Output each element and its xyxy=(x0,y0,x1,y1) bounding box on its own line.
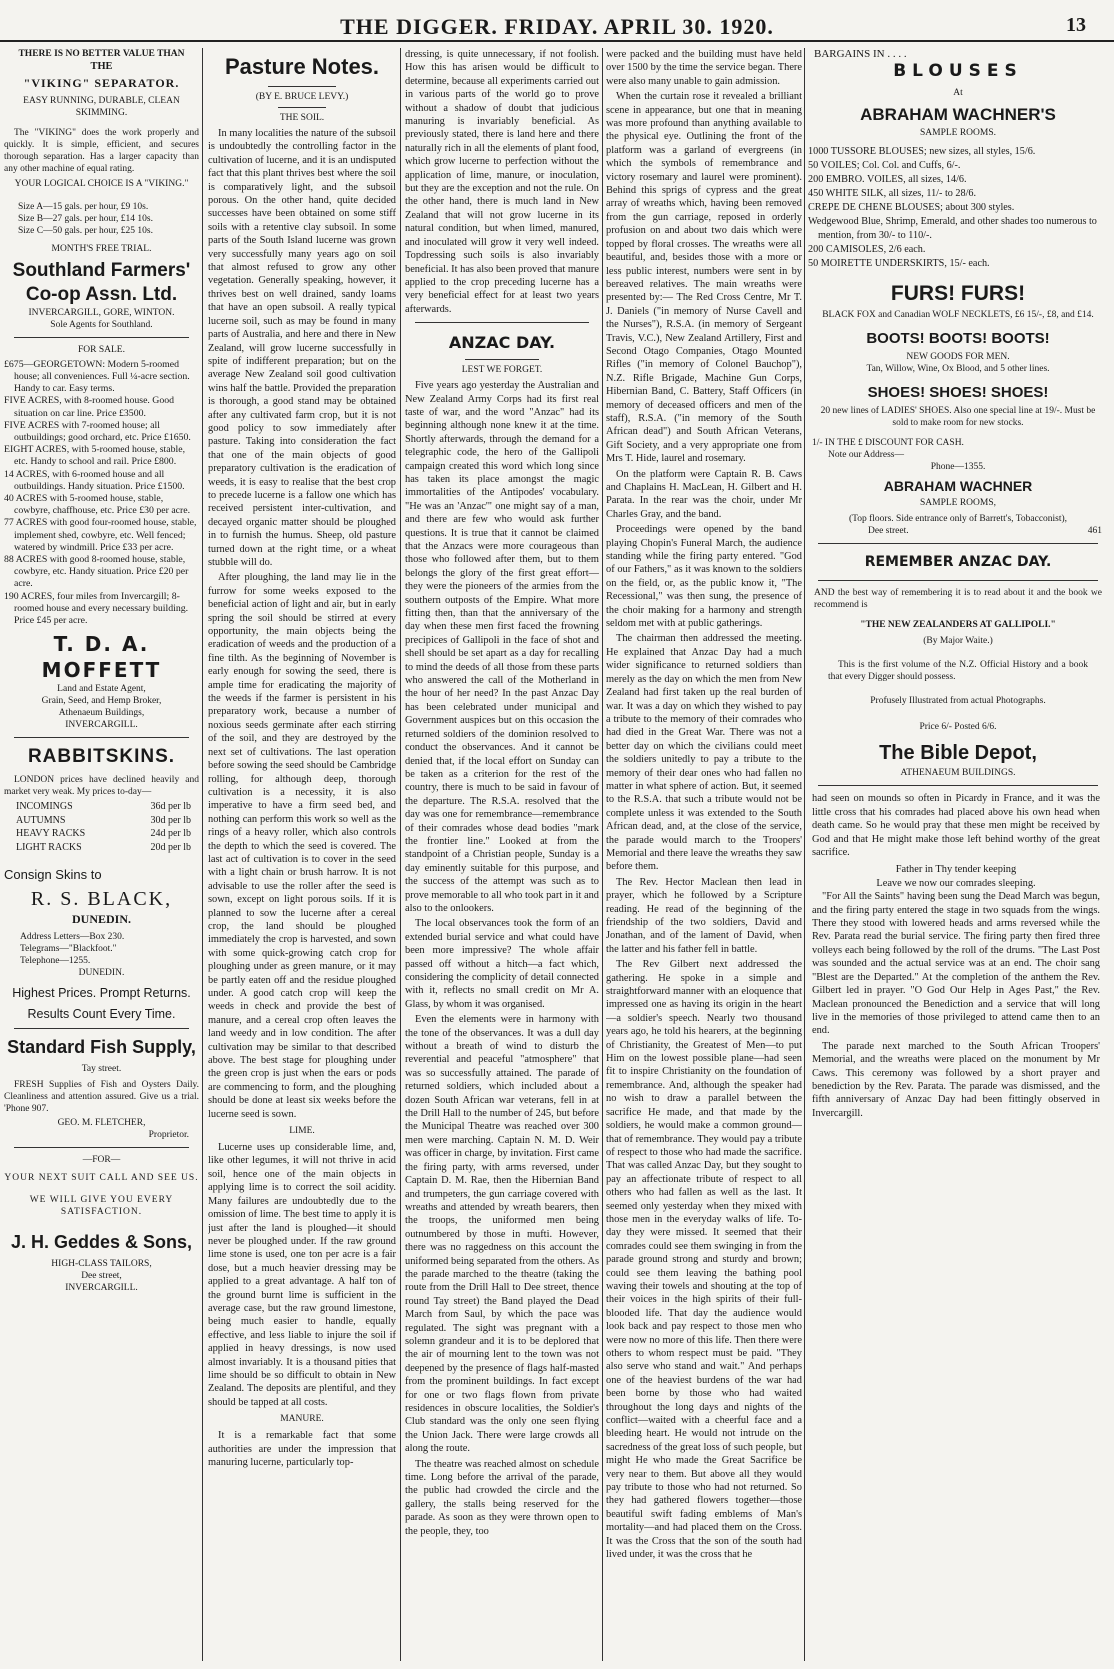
boots-heading: BOOTS! BOOTS! BOOTS! xyxy=(866,330,1050,348)
column-rule xyxy=(602,48,603,1661)
for-sale-heading: FOR SALE. xyxy=(78,344,125,355)
column-rule xyxy=(400,48,401,1661)
anzac-paragraph: The local observances took the form of an extended burial service and what could have been more impressive? The whole affair passed off without a hitch—a fact which, considering the complicity of detail connected with it, reflects no small credit on Mr A. Glass, by whom it was organised. xyxy=(405,918,599,1010)
viking-choice: YOUR LOGICAL CHOICE IS A "VIKING." xyxy=(14,178,189,189)
viking-heading: "VIKING" SEPARATOR. xyxy=(23,76,180,91)
wachner-street: Dee street. xyxy=(868,526,909,537)
southland-farmers-heading: Southland Farmers' Co-op Assn. Ltd. xyxy=(12,259,191,305)
black-slogan: Highest Prices. Prompt Returns. xyxy=(12,985,191,1000)
list-item: 200 EMBRO. VOILES, all sizes, 14/6. xyxy=(808,174,967,186)
list-item: 88 ACRES with good 8-roomed house, stable, cowbyre, etc. Handy situation. Price £20 per acre. xyxy=(4,554,189,590)
anzac-continuation xyxy=(808,792,1108,1120)
book-author: (By Major Waite.) xyxy=(923,636,993,647)
pasture-notes-title: Pasture Notes. xyxy=(224,54,380,79)
list-item: £675—GEORGETOWN: Modern 5-roomed house; all conveniences. Full ¼-acre section. Handy to car. Easy terms. xyxy=(4,358,190,395)
column-rule xyxy=(202,48,203,1661)
list-item: 50 MOIRETTE UNDERSKIRTS, 15/- each. xyxy=(808,258,990,270)
furs-text: BLACK FOX and Canadian WOLF NECKLETS, £6 15/-, £8, and £14. xyxy=(822,310,1094,321)
viking-size: Size A—15 gals. per hour, £9 10s. xyxy=(18,201,149,212)
bible-depot-building: ATHENAEUM BUILDINGS. xyxy=(900,768,1016,779)
pasture-paragraph: After ploughing, the land may lie in the furrow for some weeks exposed to the beneficial action of light and air, but in early spring the soil should be stirred at every opportunity, the main objects being the eradication of weeds and the production of a fine tilth. As the beginning of November is early enough for sowing the seed, there is ample time for eradicating the majority of the weeds if the farmer is persistent in his preparatory work, because a number of noxious seeds germinate after each stirring of the soil, and they are destroyed by the next set of cultivations. The last operation before sowing the seed should be Cambridge rolling, for although deep, thorough cultivation is a necessity, it is also imperative to have a firm seed bed, and nothing can perform this work so well as the rings of a heavy roller, which also controls the depth to which the seed is covered. The last act of cultivation is to cover in the seed with a light chain or brush harrow. It is not advisable to use the roller after the seed is sown, except on light porous soils. If it is planned to sow the lucerne after a cereal crop, the land should be ploughed immediately the crop is harvested, and sown with some quick-growing catch crop for ploughing under as green manure, or it may be partly eaten off and the residue ploughed under. A good catch crop will keep the weeds in check and provide the best of manure, and a cereal crop often leaves the land weedy and in low condition. The after cultivation may be similar to that described above. The best stage for ploughing under the green crop is just when the ears or pods are commencing to form, and the ploughing should be done at least six weeks before the lucerne seed is sown. xyxy=(208,572,396,1120)
black-city: DUNEDIN. xyxy=(78,967,125,978)
list-item: 50 VOILES; Col. Col. and Cuffs, 6/-. xyxy=(808,160,961,172)
pasture-paragraph: It is a remarkable fact that some authorities are under the impression that manuring lucerne, particularly top- xyxy=(208,1430,396,1468)
shoes-heading: SHOES! SHOES! SHOES! xyxy=(867,384,1049,402)
price-row: INCOMINGS 36d per lb xyxy=(16,801,191,813)
address-line: Telephone—1255. xyxy=(20,955,91,966)
column-2 xyxy=(208,48,396,1661)
book-illustrations: Profusely Illustrated from actual Photographs. xyxy=(870,696,1046,707)
moffett-line: Athenaeum Buildings, xyxy=(58,708,145,719)
book-title: "THE NEW ZEALANDERS AT GALLIPOLI." xyxy=(860,620,1056,631)
rabbitskins-body: LONDON prices have declined heavily and market very weak. My prices to-day— xyxy=(4,775,199,798)
tailors-line: WE WILL GIVE YOU EVERY SATISFACTION. xyxy=(29,1194,174,1217)
viking-body: The "VIKING" does the work properly and quickly. It is simple, efficient, and secures thorough separation. Has a larger capacity than any other machine of equal rating. xyxy=(4,127,199,174)
tailors-street: Dee street, xyxy=(81,1270,122,1281)
fish-heading: Standard Fish Supply, xyxy=(7,1036,196,1057)
advert-ref: 461 xyxy=(1087,526,1102,537)
pasture-paragraph: In many localities the nature of the subsoil is undoubtedly the controlling factor in the cultivation of lucerne, and it is an undisputed fact that this plant thrives best where the soil is comparatively light, and the subsoil porous. On the other hand, quite decided successes have been obtained on some stiff soils with a retentive clay subsoil. In some parts of the South Island lucerne was grown very successfully many years ago on soil that almost refused to grow any other vegetation. Generally speaking, however, it thrives best on well drained, sandy loams that have an open subsoil. A really typical lucerne soil, such as may be found in many parts of Australia, and here and there in New Zealand, will grow lucerne successfully in spite of indifferent preparation; but on the average New Zealand soil good cultivation wins half the battle. Provided the preparation is thorough, a good stand may be obtained after any cultivated farm crop, but it is not good policy to sow immediately after pasture. Taking into consideration the fact that one of the main objects of good preparatory cultivation is the eradication of weeds, it is easy to realise that the best crop to precede lucerne is a fallow one which has received persistent inter-cultivation, and decayed organic matter should be ploughed in to furnish the humus. Sheep, old pasture turned down at the right time, or a wheat stubble will do. xyxy=(208,128,396,568)
anzac-paragraph: When the curtain rose it revealed a brilliant scene in appearance, but one that in meaning was more profound than anything available to the physical eye. Outlining the front of the platform was a garland of evergreens (in which the symbols of remembrance and victory rosemary and laurel were prominent). Behind this sprigs of cypress and the great array of wreaths which, having been removed from the gun carriage, reposed in orderly profusion on and about two dais which were topped by floral crosses. The wreaths were all beautiful, and, besides those with a more or less public interest, numbers were sent in by bereaved relatives. The main wreaths were presented by:— The Red Cross Centre, Mr T. J. Daniels ("in memory of Nurse Cavell and the Nurses"), R.S.A. (in memory of Sergeant Travis, V.C.), New Zealand Artillery, First and Second Otago Companies, Otago Mounted Rifles ("in memory of Colonel Bauchop"), N.Z. Rifle Brigade, Machine Gun Corps, Hibernian Band, C. Battery, Staff Officers (in memory of deceased officers and men of the staff), R.S.A. ("in memory of the South African dead") and South African Veterans, Gift Society, and a very appropriate one from Mrs T. Hide, laurel and rosemary. xyxy=(606,91,802,465)
black-city: DUNEDIN. xyxy=(71,912,131,927)
column-rule xyxy=(804,48,805,1661)
tailors-for: —FOR— xyxy=(82,1154,121,1165)
viking-advert xyxy=(4,48,199,331)
anzac-verse: Leave we now our comrades sleeping. xyxy=(876,877,1036,889)
pasture-paragraph: Lucerne uses up considerable lime, and, like other legumes, it will not thrive in acid soil, hence one of the main objects in applying lime is to correct the soil acidity. Many failures are undoubtedly due to the omission of lime. The best time to apply it is just after the land is ploughed—it should never be ploughed under. If the raw ground lime stone is used, one ton per acre is a fair dose, but a much heavier dressing may be applied to a great advantage. A half ton of the ground burnt lime is sufficient in the average case, but the raw ground limestone, being much easier to handle, equally effective, and less liable to injure the soil if applied in heavy dressings, is now used almost invariably. It is a thousand pities that lime should be so difficult to obtain in New Zealand. The deposits are plentiful, and they should be tapped at all costs. xyxy=(208,1142,396,1408)
viking-size: Size B—27 gals. per hour, £14 10s. xyxy=(18,213,153,224)
list-item: CREPE DE CHENE BLOUSES; about 300 styles. xyxy=(808,202,1015,214)
anzac-paragraph: The parade next marched to the South African Troopers' Memorial, and the wreaths were placed on the monument by Mr Caws. This ceremony was followed by a short prayer and benediction by the Rev. Parata. The parade was dismissed, and the fifth anniversary of Anzac Day had been fittingly observed in Invercargill. xyxy=(812,1040,1100,1119)
anzac-paragraph: "For All the Saints" having been sung the Dead March was begun, and the firing party entered the stage in two squads from the wings. There they stood with lowered heads and arms reversed while the Rev. Parata read the burial service. The firing party then fired three volleys each being followed by the roll of the drums. "The Last Post was sounded and the actual service was at an end. The choir sang "Blest are the Departed." At the completion of the anthem the Rev. Gilbert led in prayer. "O God Our Help in Ages Past," the Rev. Maclean pronounced the Benediction and a service that will long live in the memories of those privileged to attend came then to an end. xyxy=(812,891,1100,1037)
fish-role: Proprietor. xyxy=(148,1129,189,1140)
phone-line: Phone—1355. xyxy=(930,462,986,473)
viking-line: THE xyxy=(90,61,113,72)
price-row: AUTUMNS 30d per lb xyxy=(16,814,191,826)
remember-body: AND the best way of remembering it is to read about it and the book we recommend is xyxy=(814,588,1102,611)
moffett-line: Grain, Seed, and Hemp Broker, xyxy=(41,696,162,707)
anzac-paragraph: Proceedings were opened by the band playing Chopin's Funeral March, the audience standing while the firing party entered. "God of our Fathers," as it was known to the soldiers on the field, or, as the public know it, "The Recessional," was then sung, the presence of the choir making for a harmony and strength seldom met with at public gatherings. xyxy=(606,524,802,630)
discount-line: 1/- IN THE £ DISCOUNT FOR CASH. xyxy=(812,438,964,449)
wachner-heading-2: ABRAHAM WACHNER xyxy=(883,478,1033,495)
list-item: EIGHT ACRES, with 5-roomed house, stable, etc. Handy to school and rail. Price £800. xyxy=(4,444,186,468)
geddes-heading: J. H. Geddes & Sons, xyxy=(10,1231,193,1252)
tailors-trade: HIGH-CLASS TAILORS, xyxy=(51,1258,152,1269)
wachner-rooms: SAMPLE ROOMS. xyxy=(919,128,997,139)
remember-advert xyxy=(808,550,1108,779)
anzac-paragraph: On the platform were Captain R. B. Caws and Chaplains H. MacLean, H. Gilbert and H. Parata. In the rear was the choir, under Mr Charles Gray, and the band. xyxy=(606,468,802,520)
pasture-byline: (BY E. BRUCE LEVY.) xyxy=(255,92,349,102)
column-1 xyxy=(4,48,199,1661)
wachner-location: (Top floors. Side entrance only of Barrett's, Tobacconist), xyxy=(848,514,1068,525)
moffett-line: INVERCARGILL. xyxy=(65,720,138,731)
bible-depot-heading: The Bible Depot, xyxy=(879,742,1037,765)
pasture-paragraph: dressing, is quite unnecessary, if not foolish. How this has arisen would be difficult to determine, because all experiments carried out in various parts of the world go to prove without a shadow of doubt that judicious manuring is invariably beneficial. As previously stated, there is land here and there naturally rich in all the elements of plant food, which grow lucerne to perfection without the application of lime, manure, or inoculation, but they are the exception and not the rule. On the other hand, there is much land in New Zealand that will not grow lucerne in its natural condition, but when limed, manured, and inoculated will grow it very well indeed. Topdressing such soils is also invariably beneficial. It has also been proved that manure applied to the crop preceding lucerne has a very beneficial effect for at least two years afterwards. xyxy=(405,49,599,315)
list-item: 200 CAMISOLES, 2/6 each. xyxy=(808,244,926,256)
anzac-paragraph: Even the elements were in harmony with the tone of the observances. It was a dull day without a breath of wind to disturb the reverential and peaceful "atmosphere" that was so successfully attained. The parade of returned soldiers, which included about a dozen South African war veterans, fell in at the Drill Hall to the number of 245, but before the Municipal Theatre was reached over 300 men were marching. Captain N. M. D. Weir was officer in charge, by invitation. First came the firing party, with arms reversed, under Captain D. M. Rae, then the Hibernian Band and trumpeters, the gun carriage covered with wreaths and attended by wreath bearers, then the troops, the uniformed men being outnumbered by those in mufti. However, there was no raggedness on this account the uniformed being separated from the others. As the parade marched to the theatre (taking the route from the Drill Hall to Dee street, thence round Tay street) the Band played the Dead March from Saul, by which the pace was regulated. The sight was pregnant with a solemn grandeur and it is to be deplored that the air of mourning lent to the town was not deepened by the presence of flags half-masted from the prominent buildings. In fact except for one or two flags flown from private residences in obscure localities, the Soldier's Club standard was the only one seen flying the Union Jack. There were large crowds all along the route. xyxy=(405,1014,599,1455)
consign-line: Consign Skins to xyxy=(4,866,102,882)
list-item: 14 ACRES, with 6-roomed house and all outbuildings. Handy situation. Price £1500. xyxy=(4,468,185,492)
list-item: 190 ACRES, four miles from Invercargill; 8-roomed house and every necessary building. Price £45 per acre. xyxy=(4,590,189,627)
viking-agents: Sole Agents for Southland. xyxy=(50,319,153,330)
book-price: Price 6/- Posted 6/6. xyxy=(919,722,997,733)
viking-size: Size C—50 gals. per hour, £25 10s. xyxy=(18,225,153,236)
bargains-line: BARGAINS IN . . . . xyxy=(814,48,907,60)
anzac-paragraph: The Rev. Hector Maclean then lead in prayer, which he followed by a Scripture reading. He read of the beginning of the friendship of the two soldiers, David and Jonathan, and of the lament of David, when the latter and his father fell in battle. xyxy=(606,876,802,955)
viking-trial: MONTH'S FREE TRIAL. xyxy=(51,243,152,254)
pasture-subheading: THE SOIL. xyxy=(279,113,325,123)
address-line: Telegrams—"Blackfoot." xyxy=(20,943,117,954)
column-3 xyxy=(405,48,599,1661)
list-item: FIVE ACRES with 7-roomed house; all outbuildings; good orchard, etc. Price £1650. xyxy=(4,419,191,444)
fish-advert xyxy=(4,1035,199,1141)
fish-street: Tay street. xyxy=(81,1063,122,1074)
tailors-line: YOUR NEXT SUIT CALL AND SEE US. xyxy=(4,1172,199,1183)
boots-line: NEW GOODS FOR MEN. xyxy=(906,352,1010,363)
moffett-line: Land and Estate Agent, xyxy=(57,684,146,695)
wachner-advert xyxy=(808,48,1108,537)
anzac-paragraph: The chairman then addressed the meeting. He explained that Anzac Day had a much wider significance to returned soldiers than merely as the day on which the men from New Zealand had first taken up the real burden of war. It was a day on which they wished to pay a tribute to the memory of their comrades who had died in the Great War. There was not a better day on which the civilians could meet the soldiers unitedly to pay a tribute to the memory of their dear ones who had fallen no matter in what sphere of action. But, it seemed to the R.S.A. that such a tribute would not be complete unless it was extended to the South African dead, and, at the close of the service, the parade would march to the Troopers' Memorial and there leave the wreaths they saw before them. xyxy=(606,633,802,873)
column-5 xyxy=(808,48,1108,1661)
tailors-city: INVERCARGILL. xyxy=(65,1282,138,1293)
blouses-heading: BLOUSES xyxy=(893,61,1023,82)
price-row: LIGHT RACKS 20d per lb xyxy=(16,841,191,853)
address-note: Note our Address— xyxy=(828,450,904,461)
tailors-advert xyxy=(4,1154,199,1294)
rabbitskins-advert xyxy=(4,744,199,1021)
list-item: 77 ACRES with good four-roomed house, stable, implement shed, cowbyre, etc. Well fenced; watered by windmill. Price £33 per acre. xyxy=(4,517,197,553)
viking-line: THERE IS NO BETTER VALUE THAN xyxy=(18,49,185,59)
book-description: This is the first volume of the N.Z. Official History and a book that every Digger should possess. xyxy=(828,660,1088,683)
shoes-text: 20 new lines of LADIES' SHOES. Also one special line at 19/-. Must be sold to make room for new stocks. xyxy=(820,406,1096,429)
pasture-subheading: LIME. xyxy=(289,1126,315,1137)
viking-tagline: EASY RUNNING, DURABLE, CLEAN SKIMMING. xyxy=(23,95,180,118)
black-heading: R. S. BLACK, xyxy=(30,888,173,911)
pasture-subheading: MANURE. xyxy=(280,1414,324,1425)
anzac-day-title: ANZAC DAY. xyxy=(448,333,556,353)
moffett-heading: T. D. A. MOFFETT xyxy=(41,632,162,683)
list-item: 1000 TUSSORE BLOUSES; new sizes, all styles, 15/6. xyxy=(808,146,1036,158)
anzac-paragraph: The theatre was reached almost on schedule time. Long before the arrival of the parade, the public had crowded the circle and the gallery, the stalls being reserved for the parade. As soon as they were thrown open to the people, they, too xyxy=(405,1458,599,1537)
list-item: FIVE ACRES, with 8-roomed house. Good situation on car line. Price £3500. xyxy=(4,395,175,419)
anzac-paragraph: had seen on mounds so often in Picardy in France, and it was the little cross that his comrades had placed above his own head when death came. So he would pray that these men might be received by God and that He might make those left behind worthy of the great sacrifice. xyxy=(812,793,1100,859)
anzac-paragraph: were packed and the building must have held over 1500 by the time the service began. There were also many unable to gain admission. xyxy=(606,49,802,87)
furs-heading: FURS! FURS! xyxy=(890,282,1026,306)
anzac-verse: Father in Thy tender keeping xyxy=(895,864,1017,876)
rabbitskins-heading: RABBITSKINS. xyxy=(27,746,176,768)
newspaper-title: THE DIGGER. FRIDAY. APRIL 30. 1920. xyxy=(340,14,774,39)
wachner-heading: ABRAHAM WACHNER'S xyxy=(860,105,1056,125)
column-4 xyxy=(606,48,802,1661)
anzac-paragraph: The Rev Gilbert next addressed the gathering. He spoke in a simple and straightforward manner with an eloquence that impressed one as having its origin in the heart—a soldier's speech. Nearly two thousand years ago, he told his hearers, at the beginning of Christianity, the Greatest of Men—to put Him on the lowest possible plane—had seen fit to inspire Christianity on the foundation of remembrance. And, although the speaker had no wish to draw a parallel between the sacrifice He made, and that made by the soldiers, he would make a common ground—that of remembrance. They would pay a tribute of respect to those who had made the sacrifice. That was called Anzac Day, but they sought to pay an affectionate tribute of respect to all others who had fallen as well as the last. It seemed only yesterday when they mixed with those men in the everyday walks of life. To-day they were missed. It seemed that their comrades could see them swinging in from the parade ground strong and sturdy and brown; could see them leaving the bathing pool waving their towels and shouting at the top of their voices in the high spirits of their full-blooded life. That day the audience would look back and pay respect to those men who were now no more of this life. Then there were others to whom respect must be paid. "They also serve who stand and wait." And perhaps one of the heaviest burdens of the war had been borne by those who had waited throughout the long days and nights of the conflict—waited with a cheerful face and a bleeding heart. He would not intrude on the sacredness of the great loss of such people, but might He who made the Great Sacrifice be very near to them. But above all they would pay tribute to those who had not returned. So they had gathered flowers together—those beautiful swift fading emblems of Man's mortality—and had placed them on the Cross. It was the Cross that the son of the south had lived under, it was the cross that he xyxy=(606,959,802,1561)
page-number: 13 xyxy=(1066,14,1086,36)
wachner-at: At xyxy=(953,88,963,99)
list-item: 40 ACRES with 5-roomed house, stable, cowbyre, chaffhouse, etc. Price £30 per acre. xyxy=(4,493,191,517)
black-slogan: Results Count Every Time. xyxy=(27,1007,176,1022)
wachner-rooms-2: SAMPLE ROOMS, xyxy=(919,498,997,509)
anzac-paragraph: Five years ago yesterday the Australian and New Zealand Army Corps had its first real taste of war, and the word "Anzac" had its beginning although none knew it at the time. Shortly afterwards, through the demand for a telegraphic code, the hero of the Gallipoli campaign created this word which long since has taken its place amongst the magic immortalities of the Antipodes' vocabulary. "He was an 'Anzac'" one might say of a man, and there are few who would ask further questions. It is true that it cannot be claimed that the Anzacs were more courageous than those who followed after them, but to them belongs the glory of the first great effort—they were the pioneers of the armies from the southern outposts of the Empire. What more fitting then, than that the anniversary of the day when these men first faced the frowning precipices of Gallipoli in the face of shot and shell should be set apart as a day for recalling to mind the deeds of all those from these parts who answered the call of the Motherland in the hour of her need? In the past Anzac Day has been celebrated under municipal and Government auspices but on this occasion the returned soldiers of the dominion resolved to conduct the observances. And it cannot be denied that, if the local effort on Sunday can be taken as a criterion for the rest of the country, there is much to be said in favour of the departure. The R.S.A. resolved that the day was one for remembrance—remembrance of their comrades whose dead bodies "mark the frontier line." Looked at from the standpoint of a Christian people, Sunday is a day eminently suitable for this purpose, and the success of the attempt was such as to prove memorable to all who took part in it and also to the onlookers. xyxy=(405,380,599,914)
remember-heading: REMEMBER ANZAC DAY. xyxy=(864,554,1052,571)
list-item: 450 WHITE SILK, all sizes, 11/- to 28/6. xyxy=(808,188,977,200)
for-sale-advert xyxy=(4,344,199,731)
anzac-subheading: LEST WE FORGET. xyxy=(461,365,543,376)
fish-body: FRESH Supplies of Fish and Oysters Daily. Cleanliness and attention assured. Give us a trial. 'Phone 907. xyxy=(4,1079,199,1114)
masthead xyxy=(0,0,1114,42)
address-line: Address Letters—Box 230. xyxy=(20,931,125,942)
list-item: Wedgewood Blue, Shrimp, Emerald, and other shades too numerous to mention, from 30/- to 110/-. xyxy=(808,216,1097,242)
boots-line: Tan, Willow, Wine, Ox Blood, and 5 other lines. xyxy=(866,364,1050,375)
fish-owner: GEO. M. FLETCHER, xyxy=(57,1117,146,1128)
viking-towns: INVERCARGILL, GORE, WINTON. xyxy=(28,307,175,318)
price-row: HEAVY RACKS 24d per lb xyxy=(16,828,191,840)
